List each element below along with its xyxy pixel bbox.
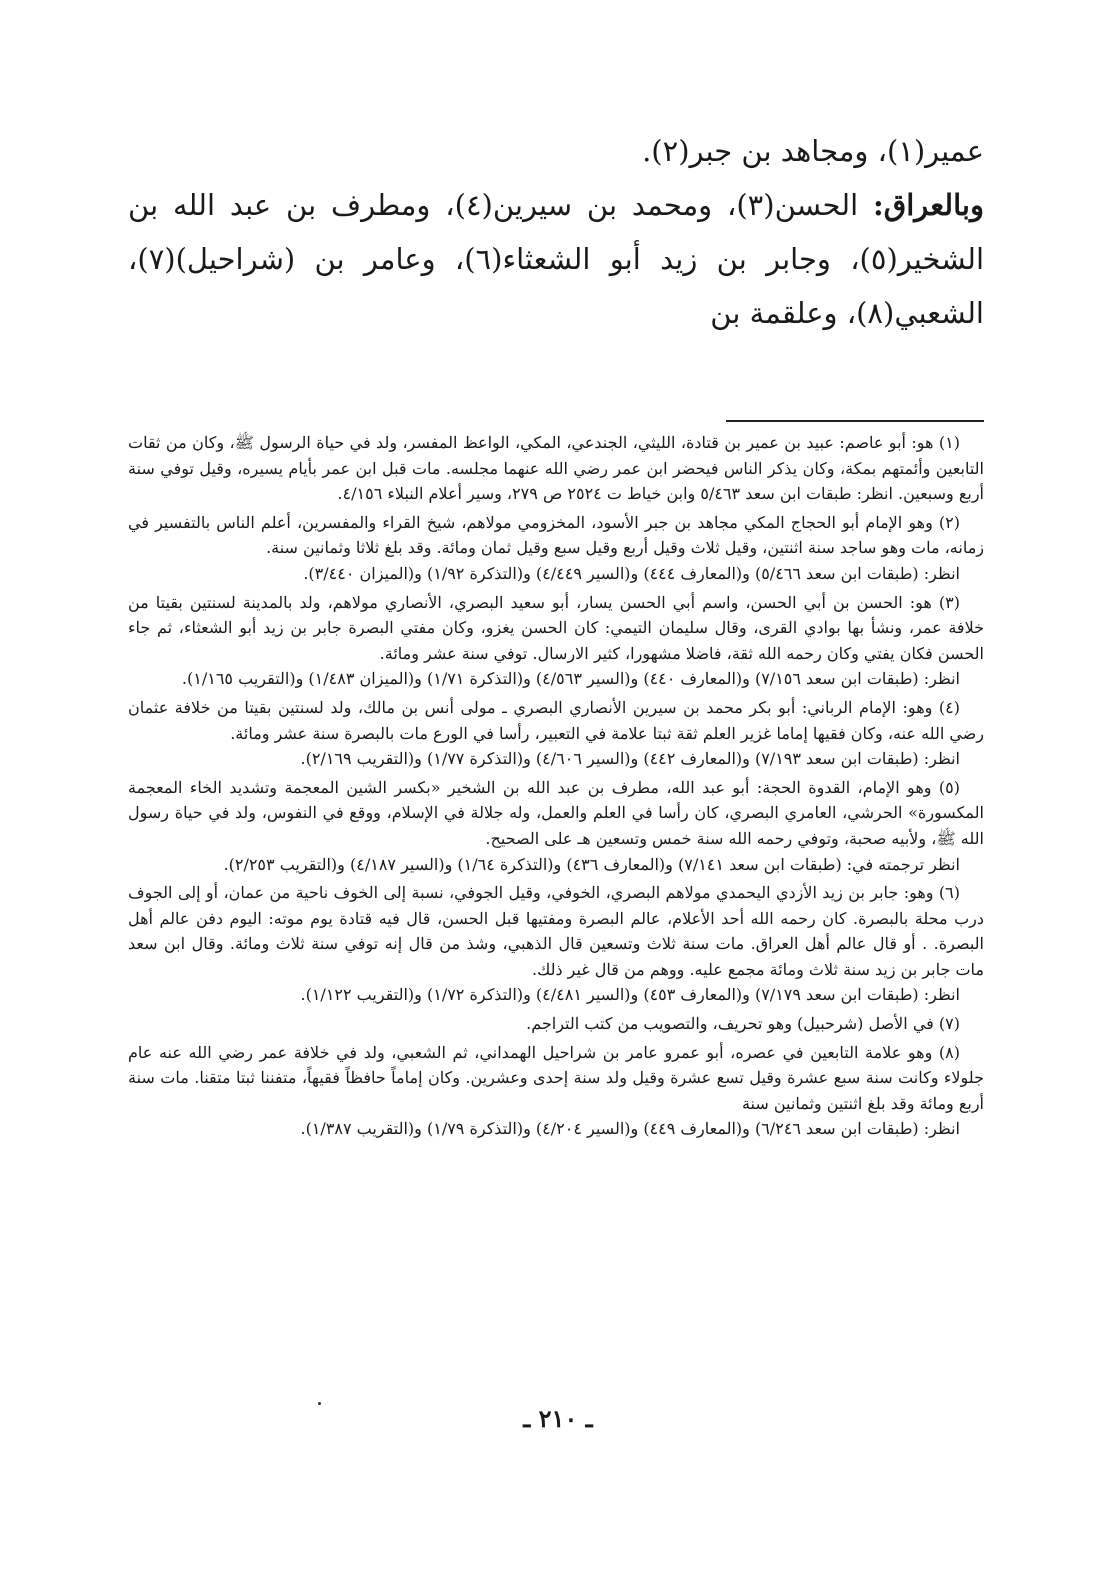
footnote-reference: انظر: (طبقات ابن سعد ٥/٤٦٦) و(المعارف ٤٤٤) و(السير ٤/٤٤٩) و(التذكرة ١/٩٢) و(الميزان ٣/٤٤٠). bbox=[303, 563, 960, 583]
footnote-body: (١) هو: أبو عاصم: عبيد بن عمير بن قتادة، الليثي، الجندعي، المكي، الواعظ المفسر، ولد في حياة الرسول ﷺ، وكان من ثقات التابعين وأئمتهم بمكة، وكان يذكر الناس فيحضر ابن عمر رضي الله عنهما مجلسه. مات قبل ابن عمر بأيام يسيره، وقيل توفي سنة أربع وسبعين. انظر: طبقات ابن سعد ٥/٤٦٣ وابن خياط ت ٢٥٢٤ ص ٢٧٩، وسير أعلام النبلاء ٤/١٥٦. bbox=[128, 433, 985, 504]
footnote-8 bbox=[128, 1040, 984, 1142]
footnote-body: (٢) وهو الإمام أبو الحجاج المكي مجاهد بن جبر الأسود، المخزومي مولاهم، شيخ القراء والمفسرين، أعلم الناس بالتفسير في زمانه، مات وهو ساجد سنة اثنتين، وقيل ثلاث وقيل أربع وقيل سبع وقيل ثمان ومائة. وقد بلغ ثلاثا وثمانين سنة. bbox=[128, 512, 984, 558]
footnote-body: (٧) في الأصل (شرحبيل) وهو تحريف، والتصويب من كتب التراجم. bbox=[526, 1014, 960, 1034]
footnote-body: (٦) وهو: جابر بن زيد الأزدي اليحمدي مولاهم البصري، الخوفي، وقيل الجوفي، نسبة إلى الخوف ناحية من عمان، أو إلى الجوف درب محلة بالبصرة. كان رحمه الله أحد الأعلام، عالم البصرة ومفتيها قبل الحسن، قال فيه قتادة يوم موته: اليوم دفن عالم أهل البصرة. . أو قال عالم أهل العراق. مات سنة ثلاث وتسعين قال الذهبي، وشذ من قال إنه توفي سنة ثلاث ومائة. وقال ابن سعد مات جابر بن زيد سنة ثلاث ومائة مجمع عليه. ووهم من قال غير ذلك. bbox=[128, 883, 985, 979]
footnote-6 bbox=[128, 880, 984, 1008]
footnote-3 bbox=[128, 590, 984, 692]
main-line-2: الحسن(٣)، ومحمد بن سيرين(٤)، ومطرف بن عبد الله بن الشخير(٥)، وجابر بن زيد أبو الشعثاء(٦)، وعامر بن (شراحيل)(٧)، الشعبي(٨)، وعلقمة بن bbox=[128, 188, 985, 330]
footnote-body: (٤) وهو: الإمام الرباني: أبو بكر محمد بن سيرين الأنصاري البصري ـ مولى أنس بن مالك، ولد لسنتين بقيتا من خلافة عثمان رضي الله عنه، وكان فقيها إماما غزير العلم ثقة ثبتا علامة في التعبير، رأسا في الورع مات بالبصرة سنة عشر ومائة. bbox=[128, 697, 984, 743]
footnote-1 bbox=[128, 430, 984, 507]
footnote-separator bbox=[726, 420, 984, 422]
main-paragraph bbox=[128, 178, 984, 340]
footnote-reference: انظر: (طبقات ابن سعد ٧/١٩٣) و(المعارف ٤٤٢) و(السير ٤/٦٠٦) و(التذكرة ١/٧٧) و(التقريب ٢/١٦٩). bbox=[300, 749, 960, 769]
region-heading: وبالعراق: bbox=[872, 188, 984, 222]
main-text bbox=[128, 124, 984, 340]
footnote-reference: انظر: (طبقات ابن سعد ٧/١٧٩) و(المعارف ٤٥٣) و(السير ٤/٤٨١) و(التذكرة ١/٧٢) و(التقريب ١/١٢٢). bbox=[300, 985, 960, 1005]
footnote-2 bbox=[128, 510, 984, 587]
footnote-reference: انظر: (طبقات ابن سعد ٧/١٥٦) و(المعارف ٤٤٠) و(السير ٤/٥٦٣) و(التذكرة ١/٧١) و(الميزان ١/٤٨٣) و(التقريب ١/١٦٥). bbox=[181, 669, 960, 689]
footnotes bbox=[128, 430, 984, 1145]
footnote-body: (٨) وهو علامة التابعين في عصره، أبو عمرو عامر بن شراحيل الهمداني، ثم الشعبي، ولد في خلافة عمر رضي الله عنه عام جلولاء وكانت سنة سبع عشرة وقيل تسع عشرة وقيل ولد سنة إحدى وعشرين. وكان إماماً حافظاً فقيهاً، متفننا ثبتا متقنا. مات سنة أربع ومائة وقد بلغ اثنتين وثمانين سنة bbox=[128, 1042, 984, 1113]
footnote-reference: انظر ترجمته في: (طبقات ابن سعد ٧/١٤١) و(المعارف ٤٣٦) و(التذكرة ١/٦٤) و(السير ٤/١٨٧) و(التقريب ٢/٢٥٣). bbox=[223, 854, 960, 874]
main-line-1: عمير(١)، ومجاهد بن جبر(٢). bbox=[642, 134, 984, 168]
footnote-body: (٥) وهو الإمام، القدوة الحجة: أبو عبد الله، مطرف بن عبد الله بن الشخير «بكسر الشين المعجمة وتشديد الخاء المعجمة المكسورة» الحرشي، العامري البصري، كان رأسا في العلم والعمل، وله جلالة في الإسلام، ووقع في النفوس، ولد في حياة رسول الله ﷺ، ولأبيه صحبة، وتوفي رحمه الله سنة خمس وتسعين هـ على الصحيح. bbox=[128, 777, 984, 848]
footnote-7 bbox=[128, 1011, 984, 1037]
footnote-reference: انظر: (طبقات ابن سعد ٦/٢٤٦) و(المعارف ٤٤٩) و(السير ٤/٢٠٤) و(التذكرة ١/٧٩) و(التقريب ١/٣٨٧). bbox=[300, 1119, 960, 1139]
footnote-4 bbox=[128, 695, 984, 772]
page-number: ـ ٢١٠ ـ bbox=[523, 1404, 593, 1433]
footnote-5 bbox=[128, 775, 984, 877]
footnote-body: (٣) هو: الحسن بن أبي الحسن، واسم أبي الحسن يسار، أبو سعيد البصري، الأنصاري مولاهم، ولد بالمدينة لسنتين بقيتا من خلافة عمر، ونشأ بها بوادي القرى، وقال سليمان التيمي: كان الحسن يغزو، وكان مفتي البصرة جابر بن زيد أبو الشعثاء، ثم جاء الحسن فكان يفتي وكان رحمه الله ثقة، فاضلا مشهورا، كثير الارسال. توفي سنة عشر ومائة. bbox=[128, 592, 985, 663]
